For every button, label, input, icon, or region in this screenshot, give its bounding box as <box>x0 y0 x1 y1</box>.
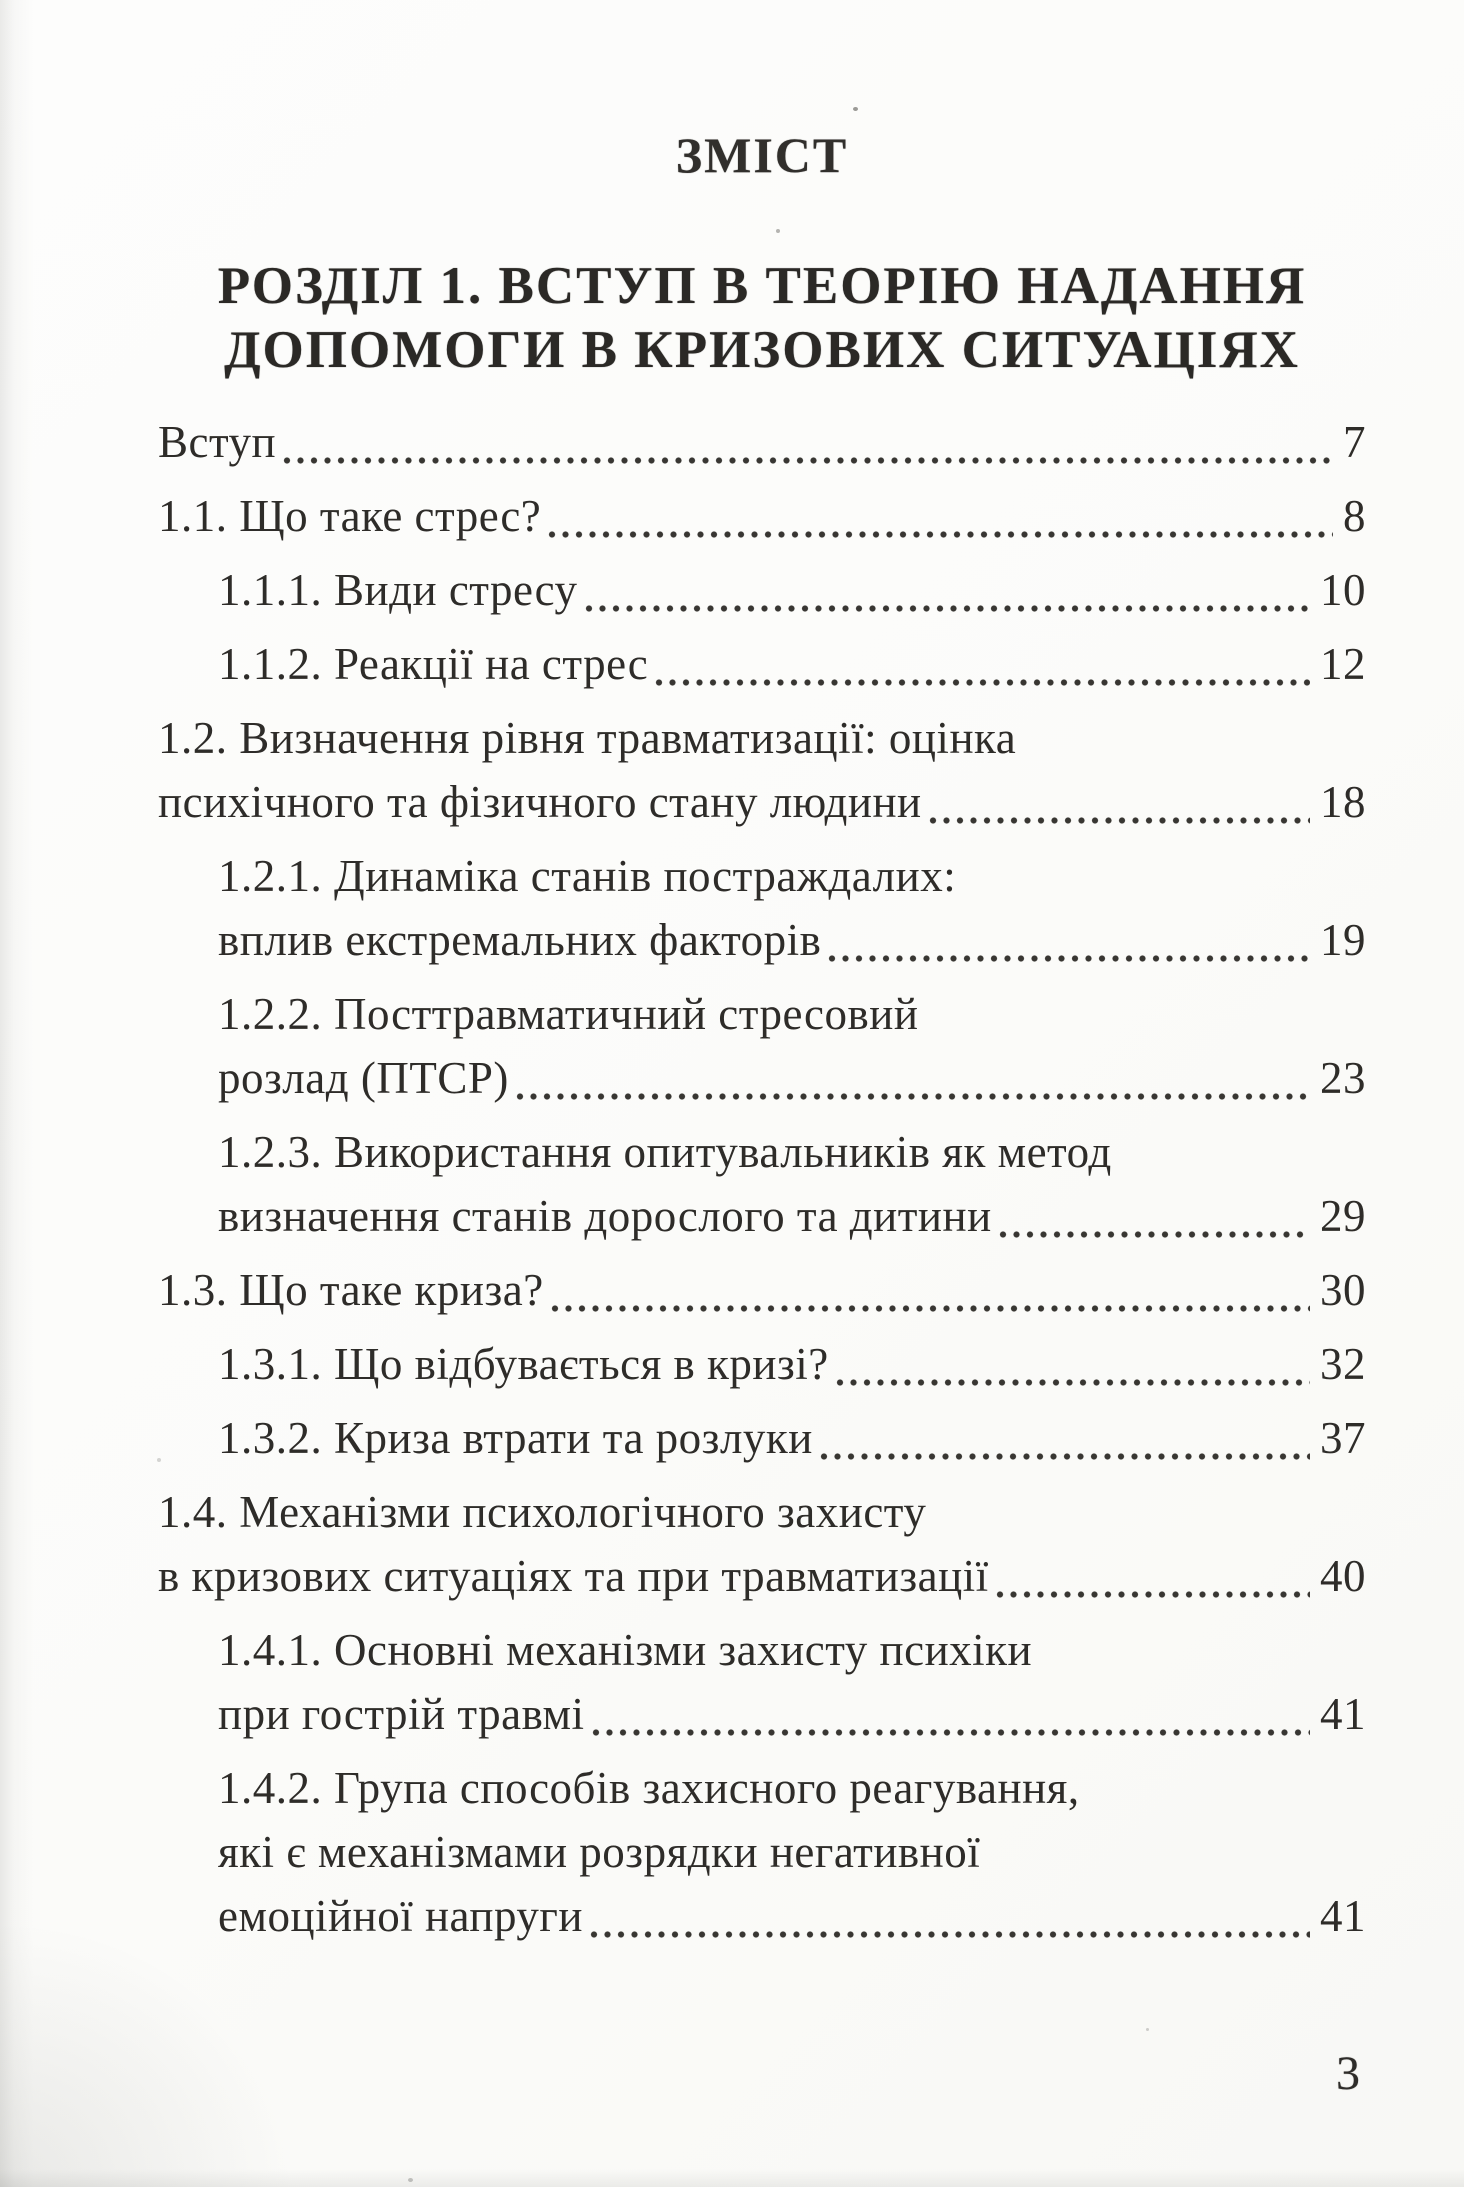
toc-entry <box>158 1480 1366 1608</box>
toc-entry-text: вплив екстремальних факторів <box>218 915 822 965</box>
folio-page-number: 3 <box>1336 2047 1360 2100</box>
toc-entry <box>158 982 1366 1110</box>
toc-entry-text: 1.1.1. Види стресу <box>218 565 578 615</box>
toc-entry <box>158 1258 1366 1322</box>
toc-entry <box>158 1120 1366 1248</box>
toc-entry-line: 1.2.3. Використання опитувальників як метод <box>218 1127 1112 1177</box>
toc-entry-text: розлад (ПТСР) <box>218 1053 509 1103</box>
toc-entry-text: Вступ <box>158 417 277 467</box>
dot-leader <box>836 1378 1310 1387</box>
dot-leader <box>996 1590 1310 1599</box>
toc-entry-line <box>158 410 1366 474</box>
toc-entry <box>158 1756 1366 1948</box>
toc-entry-text: 1.3.1. Що відбувається в кризі? <box>218 1339 829 1389</box>
toc-entry <box>158 844 1366 972</box>
dot-leader <box>590 1930 1310 1939</box>
toc-page-number: 29 <box>1320 1191 1366 1241</box>
toc-entry-line <box>218 1184 1366 1248</box>
toc-page-number: 7 <box>1343 417 1366 467</box>
toc-entry-line <box>218 908 1366 972</box>
toc-entry <box>158 1406 1366 1470</box>
toc-page-number: 10 <box>1320 565 1366 615</box>
toc-entry-line <box>218 1884 1366 1948</box>
toc-entry-line <box>218 1406 1366 1470</box>
dot-leader <box>585 604 1311 613</box>
toc-page-number: 23 <box>1320 1053 1366 1103</box>
toc-entry-text: визначення станів дорослого та дитини <box>218 1191 992 1241</box>
toc-entry-line <box>158 1258 1366 1322</box>
toc-entry-text: 1.1.2. Реакції на стрес <box>218 639 649 689</box>
toc-entry-line <box>158 1544 1366 1608</box>
chapter-heading-line-1: РОЗДІЛ 1. ВСТУП В ТЕОРІЮ НАДАННЯ <box>217 257 1307 315</box>
dot-leader <box>820 1452 1310 1461</box>
dot-leader <box>999 1230 1310 1239</box>
toc-entry-line <box>158 484 1366 548</box>
toc-page-number: 32 <box>1320 1339 1366 1389</box>
page-title: ЗМІСТ <box>675 127 849 183</box>
toc-page-number: 40 <box>1320 1551 1366 1601</box>
toc-page-number: 41 <box>1320 1891 1366 1941</box>
toc-entry-line <box>158 770 1366 834</box>
page-content <box>158 0 1366 1958</box>
toc-page-number: 8 <box>1343 491 1366 541</box>
toc-entry <box>158 706 1366 834</box>
toc-entry <box>158 484 1366 548</box>
toc-page-number: 19 <box>1320 915 1366 965</box>
toc-entry-text: 1.3. Що таке криза? <box>158 1265 544 1315</box>
toc-page-number: 30 <box>1320 1265 1366 1315</box>
toc-entry <box>158 558 1366 622</box>
toc-page-number: 37 <box>1320 1413 1366 1463</box>
toc-entry-line <box>218 1046 1366 1110</box>
toc-entry <box>158 1332 1366 1396</box>
toc-entry-line: які є механізмами розрядки негативної <box>218 1827 981 1877</box>
toc-entry <box>158 410 1366 474</box>
toc-page-number: 12 <box>1320 639 1366 689</box>
toc-entry-line <box>218 558 1366 622</box>
toc-page-number: 18 <box>1320 777 1366 827</box>
toc-entry-line: 1.4.2. Група способів захисного реагування, <box>218 1763 1080 1813</box>
toc-entry-text: психічного та фізичного стану людини <box>158 777 922 827</box>
dot-leader <box>929 816 1310 825</box>
scan-speck <box>1146 2028 1149 2031</box>
toc-entry-text: 1.1. Що таке стрес? <box>158 491 542 541</box>
toc-entry-text: при гострій травмі <box>218 1689 585 1739</box>
toc-entry-text: в кризових ситуаціях та при травматизації <box>158 1551 989 1601</box>
dot-leader <box>592 1728 1310 1737</box>
dot-leader <box>655 678 1310 687</box>
dot-leader <box>516 1092 1310 1101</box>
dot-leader <box>551 1304 1310 1313</box>
chapter-heading <box>158 254 1366 382</box>
chapter-heading-line-2: ДОПОМОГИ В КРИЗОВИХ СИТУАЦІЯХ <box>224 321 1300 379</box>
dot-leader <box>828 954 1310 963</box>
toc-entry-line: 1.2.2. Посттравматичний стресовий <box>218 989 919 1039</box>
toc-entry-line <box>218 1332 1366 1396</box>
toc-entry <box>158 1618 1366 1746</box>
toc-entry-line: 1.4. Механізми психологічного захисту <box>158 1487 927 1537</box>
toc-page-number: 41 <box>1320 1689 1366 1739</box>
toc-entry-line: 1.2.1. Динаміка станів постраждалих: <box>218 851 957 901</box>
toc-entry-line <box>218 632 1366 696</box>
toc-entry-line <box>218 1682 1366 1746</box>
scan-speck <box>408 2178 413 2182</box>
dot-leader <box>283 456 1333 465</box>
toc-entry-text: емоційної напруги <box>218 1891 583 1941</box>
dot-leader <box>548 530 1333 539</box>
toc-entry-line: 1.4.1. Основні механізми захисту психіки <box>218 1625 1033 1675</box>
toc-entry-text: 1.3.2. Криза втрати та розлуки <box>218 1413 813 1463</box>
table-of-contents <box>158 410 1366 1948</box>
toc-entry <box>158 632 1366 696</box>
toc-entry-line: 1.2. Визначення рівня травматизації: оцінка <box>158 713 1017 763</box>
